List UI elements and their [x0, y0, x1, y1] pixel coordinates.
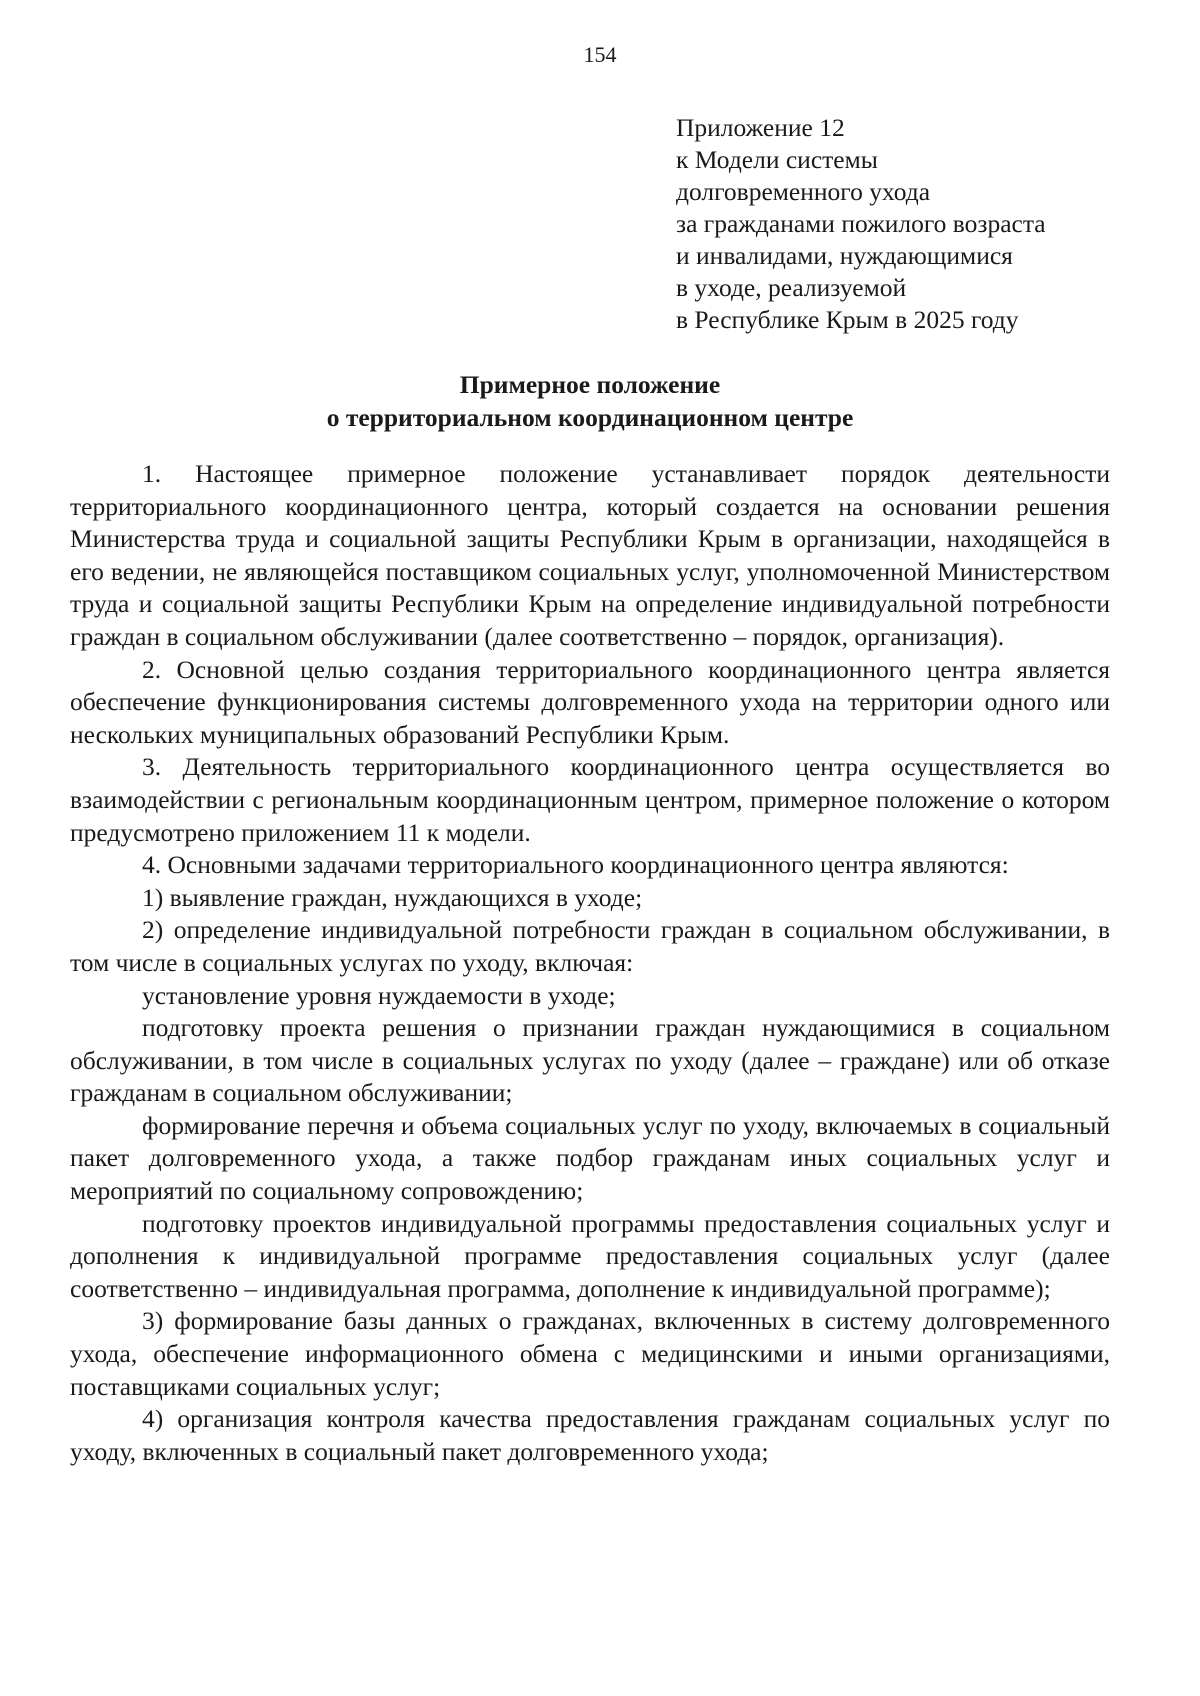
list-item-3: 3) формирование базы данных о гражданах, включенных в систему долговременного ухода, обеспечение информационного обмена с медицинскими и иными организациями, поставщиками социальных услуг; — [70, 1306, 1110, 1401]
sub-item: подготовку проектов индивидуальной программы предоставления социальных услуг и дополнения к индивидуальной программе предоставления социальных услуг (далее соответственно – индивидуальная программа, дополнение к индивидуальной программе); — [70, 1208, 1110, 1303]
document-body — [70, 458, 1110, 1468]
appendix-line: долговременного ухода — [676, 177, 931, 206]
appendix-line: к Модели системы — [676, 145, 878, 174]
appendix-line: Приложение 12 — [676, 113, 845, 142]
paragraph-3: 3. Деятельность территориального координационного центра осуществляется во взаимодействии с региональным координационным центром, примерное положение о котором предусмотрено приложением 11 к модели. — [70, 752, 1110, 847]
appendix-reference — [676, 112, 1136, 336]
appendix-line: в уходе, реализуемой — [676, 273, 907, 302]
list-item-2: 2) определение индивидуальной потребности граждан в социальном обслуживании, в том числе в социальных услугах по уходу, включая: — [70, 915, 1110, 977]
sub-item: подготовку проекта решения о признании граждан нуждающимися в социальном обслуживании, в том числе в социальных услугах по уходу (далее – граждане) или об отказе гражданам в социальном обслуживании; — [70, 1013, 1110, 1108]
paragraph-4: 4. Основными задачами территориального координационного центра являются: — [142, 850, 1009, 880]
sub-item: формирование перечня и объема социальных услуг по уходу, включаемых в социальный пакет долговременного ухода, а также подбор гражданам иных социальных услуг и мероприятий по социальному сопровождению; — [70, 1110, 1110, 1206]
paragraph-1: 1. Настоящее примерное положение устанавливает порядок деятельности территориального координационного центра, который создается на основании решения Министерства труда и социальной защиты Республики Крым в организации, находящейся в его ведении, не являющейся поставщиком социальных услуг, уполномоченной Министерством труда и социальной защиты Республики Крым на определение индивидуальной потребности граждан в социальном обслуживании (далее соответственно – порядок, организация). — [70, 459, 1110, 651]
page-number: 154 — [583, 42, 617, 67]
title-line-1: Примерное положение — [459, 370, 721, 399]
appendix-line: и инвалидами, нуждающимися — [676, 241, 1013, 270]
list-item-1: 1) выявление граждан, нуждающихся в уходе; — [142, 882, 643, 912]
document-title — [70, 368, 1110, 434]
paragraph-2: 2. Основной целью создания территориального координационного центра является обеспечение функционирования системы долговременного ухода на территории одного или нескольких муниципальных образований Республики Крым. — [70, 654, 1110, 749]
sub-item: установление уровня нуждаемости в уходе; — [142, 980, 616, 1010]
appendix-line: в Республике Крым в 2025 году — [676, 305, 1019, 334]
list-item-4: 4) организация контроля качества предоставления гражданам социальных услуг по уходу, включенных в социальный пакет долговременного ухода; — [70, 1404, 1110, 1466]
title-line-2: о территориальном координационном центре — [326, 403, 854, 432]
appendix-line: за гражданами пожилого возраста — [676, 209, 1046, 238]
